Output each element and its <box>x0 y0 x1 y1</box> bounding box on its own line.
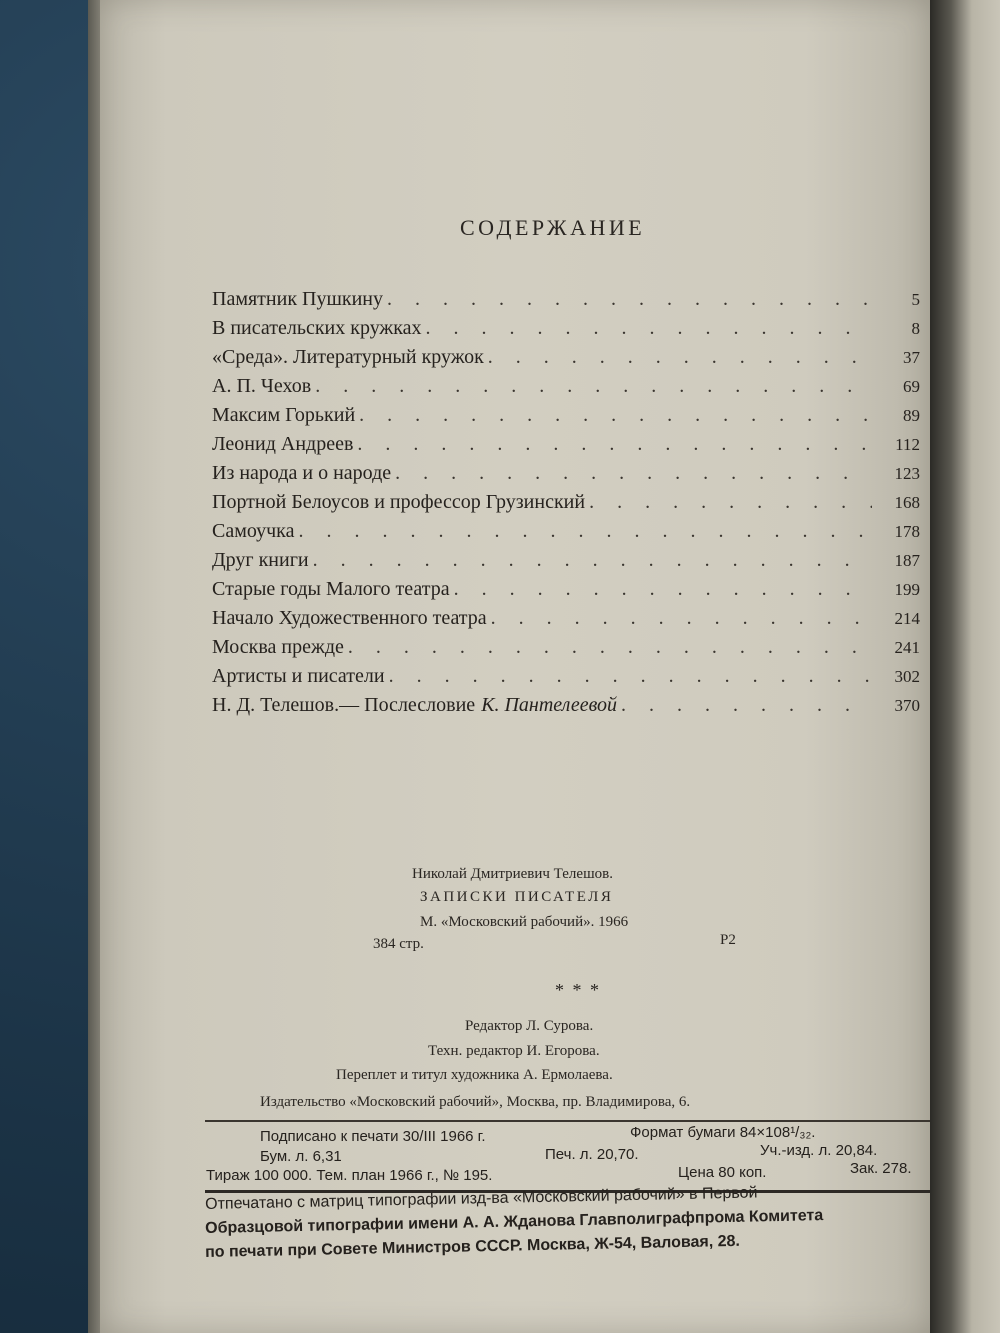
toc-entry-title: Леонид Андреев <box>212 433 354 455</box>
toc-entry-title: В писательских кружках <box>212 317 422 339</box>
toc-entry-title: Друг книги <box>212 549 309 571</box>
print-circulation: Тираж 100 000. Тем. план 1966 г., № 195. <box>206 1167 493 1184</box>
table-of-contents <box>212 288 920 723</box>
toc-entry <box>212 665 920 694</box>
toc-entry <box>212 433 920 462</box>
toc-leader-dots <box>357 433 872 456</box>
imprint-book-title: ЗАПИСКИ ПИСАТЕЛЯ <box>420 889 614 905</box>
toc-title: СОДЕРЖАНИЕ <box>460 215 646 240</box>
facing-page-edge <box>930 0 1000 1333</box>
toc-entry-page: 89 <box>903 406 920 425</box>
toc-entry-title: Из народа и о народе <box>212 462 392 484</box>
print-paper-sheets: Бум. л. 6,31 <box>260 1148 342 1165</box>
toc-leader-dots <box>621 694 872 717</box>
toc-entry-page: 69 <box>903 377 920 396</box>
toc-entry <box>212 491 920 520</box>
toc-entry-page: 123 <box>894 464 920 483</box>
imprint-author: Николай Дмитриевич Телешов. <box>412 866 613 882</box>
toc-entry <box>212 578 920 607</box>
imprint-editor: Редактор Л. Сурова. <box>465 1018 594 1034</box>
printer-line-3: по печати при Совете Министров СССР. Москва, Ж-54, Валовая, 28. <box>205 1232 741 1261</box>
imprint-pages: 384 стр. <box>373 936 424 952</box>
toc-entry-title: Начало Художественного театра <box>212 607 487 629</box>
toc-entry <box>212 346 920 375</box>
toc-leader-dots <box>488 346 872 369</box>
printer-line-2: Образцовой типографии имени А. А. Жданова Главполиграфпрома Комитета <box>205 1207 824 1237</box>
toc-entry-title: Памятник Пушкину <box>212 288 384 310</box>
toc-entry <box>212 520 920 549</box>
toc-entry-page: 168 <box>894 493 920 512</box>
print-signed-date: Подписано к печати 30/III 1966 г. <box>260 1128 486 1145</box>
toc-entry <box>212 288 920 317</box>
toc-entry <box>212 549 920 578</box>
toc-entry-page: 199 <box>894 580 920 599</box>
toc-entry-page: 178 <box>894 522 920 541</box>
toc-entry <box>212 636 920 665</box>
toc-leader-dots <box>454 578 872 601</box>
toc-entry <box>212 462 920 491</box>
toc-entry-page: 214 <box>894 609 920 628</box>
divider-rule <box>205 1120 930 1122</box>
toc-leader-dots <box>491 607 872 630</box>
toc-entry <box>212 404 920 433</box>
toc-leader-dots <box>315 375 872 398</box>
toc-entry-page: 241 <box>894 638 920 657</box>
toc-entry-title: Портной Белоусов и профессор Грузинский <box>212 491 586 513</box>
imprint-stars: * * * <box>555 980 601 1000</box>
printer-line-1: Отпечатано с матриц типографии изд-ва «Московский рабочий» в Первой <box>205 1184 758 1213</box>
toc-leader-dots <box>589 491 872 514</box>
toc-entry-title: Артисты и писатели <box>212 665 385 687</box>
toc-leader-dots <box>395 462 872 485</box>
toc-entry-page: 302 <box>894 667 920 686</box>
toc-entry-title: Н. Д. Телешов.— Послесловие <box>212 694 476 716</box>
toc-entry-title: А. П. Чехов <box>212 375 312 397</box>
toc-entry <box>212 317 920 346</box>
imprint-tech-editor: Техн. редактор И. Егорова. <box>428 1043 600 1059</box>
toc-entry-page: 37 <box>903 348 920 367</box>
toc-entry-page: 112 <box>895 435 920 454</box>
print-price: Цена 80 коп. <box>678 1164 767 1181</box>
toc-entry <box>212 607 920 636</box>
toc-entry-page: 5 <box>911 290 920 309</box>
toc-entry-page: 187 <box>894 551 920 570</box>
toc-entry-author: К. Пантелеевой <box>481 694 618 716</box>
toc-entry <box>212 694 920 723</box>
toc-leader-dots <box>298 520 872 543</box>
toc-entry-title: Старые годы Малого театра <box>212 578 450 600</box>
toc-entry-title: Максим Горький <box>212 404 356 426</box>
toc-entry-title: Москва прежде <box>212 636 344 658</box>
toc-leader-dots <box>359 404 872 427</box>
toc-entry-title: «Среда». Литературный кружок <box>212 346 484 368</box>
toc-leader-dots <box>389 665 872 688</box>
print-printed-sheets: Печ. л. 20,70. <box>545 1146 639 1163</box>
toc-entry <box>212 375 920 404</box>
print-paper-format: Формат бумаги 84×108¹/₃₂. <box>630 1124 816 1141</box>
imprint-artist: Переплет и титул художника А. Ермолаева. <box>336 1067 613 1083</box>
toc-leader-dots <box>426 317 872 340</box>
toc-leader-dots <box>348 636 872 659</box>
toc-entry-page: 8 <box>911 319 920 338</box>
toc-entry-page: 370 <box>894 696 920 715</box>
print-order: Зак. 278. <box>850 1160 912 1177</box>
toc-entry-title: Самоучка <box>212 520 295 542</box>
print-publisher-sheets: Уч.-изд. л. 20,84. <box>760 1142 878 1159</box>
imprint-code: Р2 <box>720 932 736 948</box>
toc-leader-dots <box>387 288 872 311</box>
toc-leader-dots <box>313 549 872 572</box>
imprint-publisher-line: М. «Московский рабочий». 1966 <box>420 914 629 930</box>
imprint-publisher-address: Издательство «Московский рабочий», Москва, пр. Владимирова, 6. <box>260 1094 691 1110</box>
